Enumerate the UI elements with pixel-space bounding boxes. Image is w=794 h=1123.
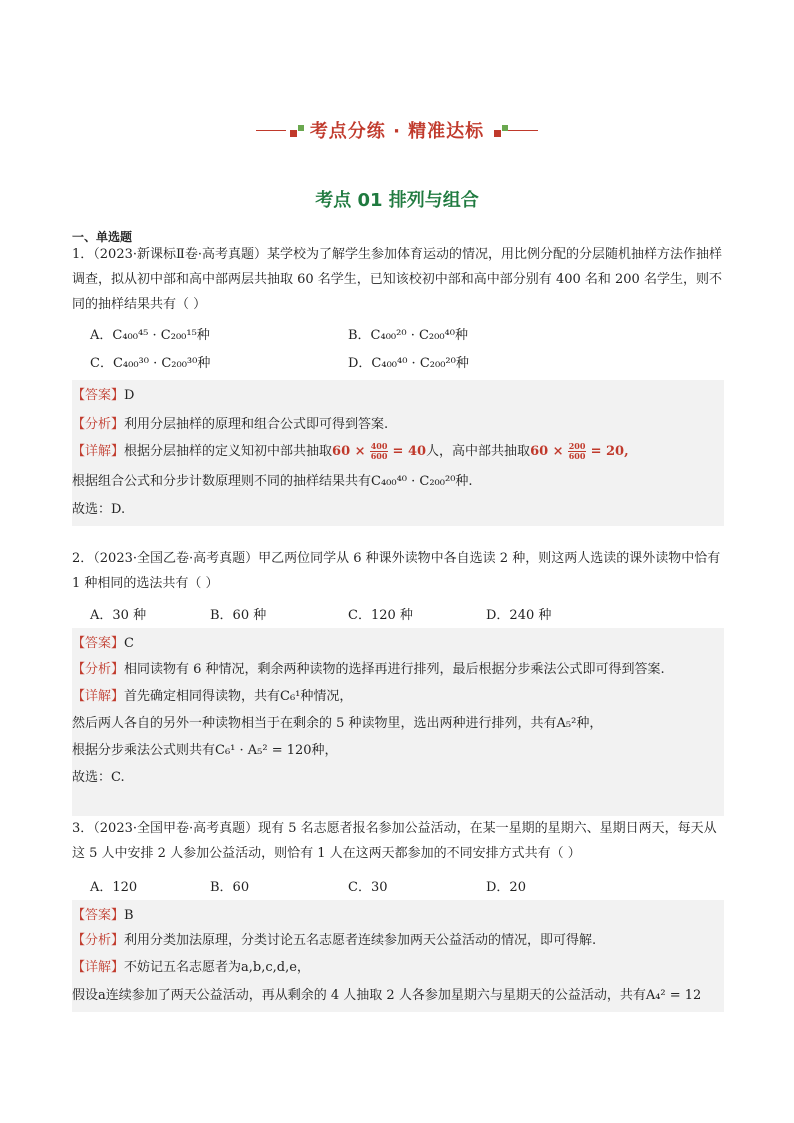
option-d: D．20 — [486, 880, 526, 895]
option-c: C．C₄₀₀³⁰ · C₂₀₀³⁰种 — [90, 356, 211, 371]
detail-text: 人，高中部共抽取 — [426, 444, 531, 459]
analysis-line — [72, 658, 665, 677]
option-a: A．120 — [90, 880, 138, 895]
topic-title: 考点 01 排列与组合 — [315, 190, 479, 211]
question-1-solution — [72, 380, 724, 526]
option-a: A．C₄₀₀⁴⁵ · C₂₀₀¹⁵种 — [90, 328, 210, 343]
formula-part: 60 × — [332, 444, 366, 459]
answer-line — [72, 384, 134, 403]
question-3-stem: 3．（2023·全国甲卷·高考真题）现有 5 名志愿者报名参加公益活动，在某一星期的星期六、星期日两天，每天从这 5 人中安排 2 人参加公益活动，则恰有 1 人在这两天都参加的不同安排方式共有（ ） — [72, 821, 717, 861]
fraction — [370, 442, 389, 461]
analysis-line — [72, 929, 596, 948]
answer-line — [72, 632, 134, 651]
choice-line: 故选：D. — [72, 502, 126, 517]
section-heading: 一、单选题 — [72, 230, 133, 244]
detail-text: 首先确定相同得读物，共有C₆¹种情况， — [124, 689, 353, 704]
formula-part: 60 × — [530, 444, 564, 459]
question-1-stem: 1．（2023·新课标Ⅱ卷·高考真题）某学校为了解学生参加体育运动的情况，用比例分配的分层随机抽样方法作抽样调查，拟从初中部和高中部两层共抽取 60 名学生，已知该校初中部和高中部分别有 400 名和 200 名学生，则不同的抽样结果共有（ ） — [72, 247, 722, 312]
answer-tag: 【答案】 — [72, 636, 125, 651]
analysis-tag: 【分析】 — [72, 662, 125, 677]
fraction-numerator: 200 — [568, 441, 586, 451]
detail-line-1 — [72, 440, 629, 461]
answer-tag: 【答案】 — [72, 908, 125, 923]
answer-tag: 【答案】 — [72, 388, 125, 403]
question-2-solution — [72, 628, 724, 816]
analysis-tag: 【分析】 — [72, 933, 125, 948]
option-b: B．60 — [210, 880, 250, 895]
option-c: C．120 种 — [348, 608, 413, 623]
answer-value: C — [124, 636, 134, 651]
banner-left-small-square-icon — [298, 125, 304, 131]
question-3-solution — [72, 900, 724, 1012]
option-a: A．30 种 — [90, 608, 147, 623]
option-b: B．C₄₀₀²⁰ · C₂₀₀⁴⁰种 — [348, 328, 468, 343]
analysis-text: 利用分层抽样的原理和组合公式即可得到答案. — [124, 417, 389, 432]
answer-value: D — [124, 388, 135, 403]
fraction — [568, 442, 587, 461]
banner-right-small-square-icon — [502, 125, 508, 131]
detail-line-2: 假设a连续参加了两天公益活动，再从剩余的 4 人抽取 2 人各参加星期六与星期天的公益活动，共有A₄² = 12 — [72, 988, 702, 1003]
detail-line-2: 然后两人各自的另外一种读物相当于在剩余的 5 种读物里，选出两种进行排列，共有A₅²种， — [72, 716, 603, 731]
analysis-text: 利用分类加法原理，分类讨论五名志愿者连续参加两天公益活动的情况，即可得解. — [124, 933, 597, 948]
choice-line: 故选：C. — [72, 770, 125, 785]
banner-text: 考点分练 · 精准达标 — [309, 121, 485, 142]
detail-tag: 【详解】 — [72, 960, 125, 975]
banner-left-line — [256, 130, 286, 131]
detail-line-2: 根据组合公式和分步计数原理则不同的抽样结果共有C₄₀₀⁴⁰ · C₂₀₀²⁰种. — [72, 474, 473, 489]
detail-text: 根据分层抽样的定义知初中部共抽取 — [124, 444, 333, 459]
option-b: B．60 种 — [210, 608, 267, 623]
option-d: D．C₄₀₀⁴⁰ · C₂₀₀²⁰种 — [348, 356, 469, 371]
detail-line-1 — [72, 685, 352, 704]
banner-right-square-icon — [494, 130, 501, 137]
detail-line-1 — [72, 956, 310, 975]
answer-value: B — [124, 908, 134, 923]
option-d: D．240 种 — [486, 608, 552, 623]
fraction-numerator: 400 — [370, 441, 388, 451]
banner-right-line — [508, 130, 538, 131]
analysis-line — [72, 413, 388, 432]
detail-tag: 【详解】 — [72, 444, 125, 459]
detail-tag: 【详解】 — [72, 689, 125, 704]
banner-left-square-icon — [290, 130, 297, 137]
analysis-text: 相同读物有 6 种情况，剩余两种读物的选择再进行排列，最后根据分步乘法公式即可得到答案. — [124, 662, 665, 677]
fraction-denominator: 600 — [370, 451, 388, 461]
fraction-denominator: 600 — [568, 451, 586, 461]
answer-line — [72, 904, 134, 923]
formula-result: = 40 — [392, 444, 427, 459]
formula-result: = 20, — [590, 444, 629, 459]
detail-text: 不妨记五名志愿者为a,b,c,d,e， — [124, 960, 310, 975]
option-c: C．30 — [348, 880, 388, 895]
question-2-stem: 2．（2023·全国乙卷·高考真题）甲乙两位同学从 6 种课外读物中各自选读 2 种，则这两人选读的课外读物中恰有 1 种相同的选法共有（ ） — [72, 551, 721, 591]
section-banner — [0, 116, 794, 144]
analysis-tag: 【分析】 — [72, 417, 125, 432]
detail-line-3: 根据分步乘法公式则共有C₆¹ · A₅² = 120种， — [72, 743, 338, 758]
